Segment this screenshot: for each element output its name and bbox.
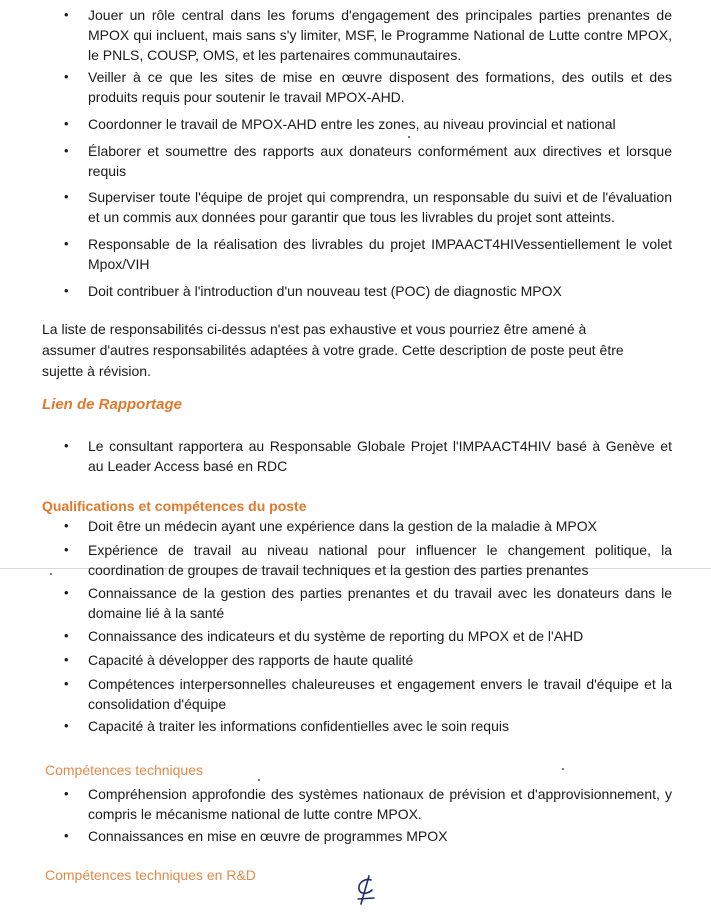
list-item-text: Expérience de travail au niveau national pour influencer le changement politique, la coordination de groupes de travail techniques et la gestion des parties prenantes — [88, 542, 672, 578]
list-item-text: Connaissances en mise en œuvre de programmes MPOX — [88, 828, 448, 844]
list-item-text: Le consultant rapportera au Responsable Globale Projet l'IMPAACT4HIV basé à Genève et au Leader Access basé en RDC — [88, 438, 672, 474]
list-item-text: Jouer un rôle central dans les forums d'engagement des principales parties prenantes de MPOX qui incluent, mais sans s'y limiter, MSF, le Programme National de Lutte contre MPOX, le PNLS, COUSP, OMS, et les partenaires communautaires. — [88, 7, 672, 63]
list-item — [64, 67, 672, 107]
bullet-icon: • — [64, 628, 69, 643]
scan-speck — [50, 573, 52, 575]
bullet-icon: • — [64, 283, 69, 298]
list-item — [64, 540, 672, 580]
list-item — [64, 114, 672, 134]
list-item — [64, 583, 672, 623]
list-item-text: Élaborer et soumettre des rapports aux donateurs conformément aux directives et lorsque requis — [88, 143, 672, 179]
list-item-text: Responsable de la réalisation des livrables du projet IMPAACT4HIVessentiellement le volet Mpox/VIH — [88, 236, 672, 272]
bullet-icon: • — [64, 116, 69, 131]
bullet-icon: • — [64, 828, 69, 843]
bullet-icon: • — [64, 652, 69, 667]
list-item — [64, 281, 672, 301]
list-item — [64, 626, 672, 646]
list-item-text: Doit être un médecin ayant une expérience dans la gestion de la maladie à MPOX — [88, 518, 597, 534]
list-item — [64, 784, 672, 824]
section-heading-lien: Lien de Rapportage — [42, 396, 183, 413]
list-item-text: Capacité à développer des rapports de haute qualité — [88, 652, 414, 668]
bullet-icon: • — [64, 69, 69, 84]
list-item — [64, 826, 672, 846]
scan-speck — [408, 136, 410, 138]
bullet-icon: • — [64, 518, 69, 533]
disclaimer-paragraph: La liste de responsabilités ci-dessus n'est pas exhaustive et vous pourriez être amené à assumer d'autres responsabilités adaptées à votre grade. Cette description de poste peut être sujette à révision. — [42, 321, 624, 379]
list-item — [64, 674, 672, 714]
section-heading-rd: Compétences techniques en R&D — [45, 867, 256, 883]
list-item-text: Compétences interpersonnelles chaleureuses et engagement envers le travail d'équipe et la consolidation d'équipe — [88, 676, 672, 712]
list-item-text: Connaissance des indicateurs et du système de reporting du MPOX et de l'AHD — [88, 628, 584, 644]
bullet-icon: • — [64, 676, 69, 691]
list-item-text: Capacité à traiter les informations confidentielles avec le soin requis — [88, 718, 509, 734]
list-item — [64, 650, 672, 670]
bullet-icon: • — [64, 143, 69, 158]
list-item — [64, 187, 672, 227]
bullet-icon: • — [64, 189, 69, 204]
bullet-icon: • — [64, 786, 69, 801]
list-item — [64, 716, 672, 736]
list-item-text: Connaissance de la gestion des parties prenantes et du travail avec les donateurs dans le domaine lié à la santé — [88, 585, 672, 621]
list-item-text: Veiller à ce que les sites de mise en œuvre disposent des formations, des outils et des produits requis pour soutenir le travail MPOX-AHD. — [88, 69, 672, 105]
section-heading-techniques: Compétences techniques — [45, 762, 203, 778]
list-item-text: Doit contribuer à l'introduction d'un nouveau test (POC) de diagnostic MPOX — [88, 283, 562, 299]
scan-speck — [562, 768, 564, 770]
list-item — [64, 234, 672, 274]
signature-icon — [352, 874, 380, 908]
bullet-icon: • — [64, 718, 69, 733]
scan-speck — [258, 779, 260, 781]
list-item — [64, 516, 672, 536]
list-item-text: Compréhension approfondie des systèmes nationaux de prévision et d'approvisionnement, y compris le mécanisme national de lutte contre MPOX. — [88, 786, 672, 822]
bullet-icon: • — [64, 7, 69, 22]
list-item — [64, 141, 672, 181]
section-heading-qualifications: Qualifications et compétences du poste — [42, 498, 307, 514]
list-item — [64, 5, 672, 65]
bullet-icon: • — [64, 542, 69, 557]
bullet-icon: • — [64, 236, 69, 251]
list-item-text: Coordonner le travail de MPOX-AHD entre les zones, au niveau provincial et national — [88, 116, 616, 132]
list-item-text: Superviser toute l'équipe de projet qui comprendra, un responsable du suivi et de l'évaluation et un commis aux données pour garantir que tous les livrables du projet sont atteints. — [88, 189, 672, 225]
bullet-icon: • — [64, 585, 69, 600]
bullet-icon: • — [64, 438, 69, 453]
list-item — [64, 436, 672, 476]
